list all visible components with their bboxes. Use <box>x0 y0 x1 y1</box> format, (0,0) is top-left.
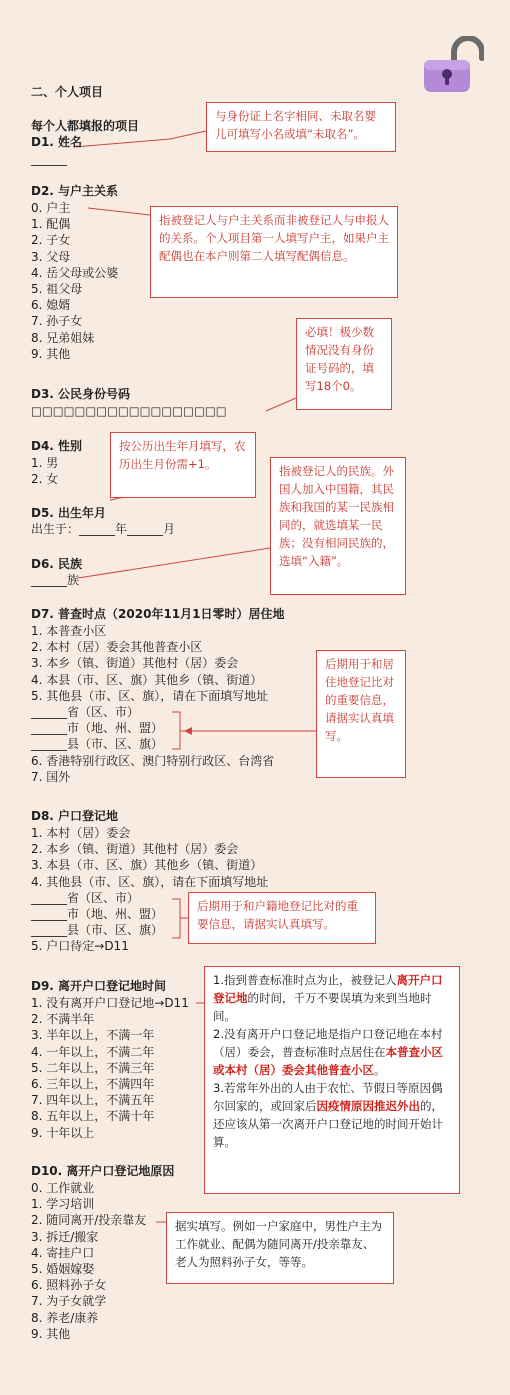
list-item: 6. 香港特别行政区、澳门特别行政区、台湾省 <box>31 753 275 768</box>
list-item: 1. 学习培训 <box>31 1197 95 1212</box>
d7-title: D7. 普查时点（2020年11月1日零时）居住地 <box>31 607 285 621</box>
lock-icon <box>420 36 484 94</box>
list-item: 8. 兄弟姐妹 <box>31 330 95 345</box>
d5-title: D5. 出生年月 <box>31 506 107 520</box>
list-item: 1. 男 <box>31 456 59 470</box>
note-residence: 后期用于和居住地登记比对的重要信息，请据实认真填写。 <box>316 650 406 778</box>
d6-line: ______族 <box>31 573 80 587</box>
list-item: ______县（市、区、旗） <box>31 923 164 938</box>
list-item: 2. 不满半年 <box>31 1012 95 1027</box>
d10-title: D10. 离开户口登记地原因 <box>31 1164 175 1178</box>
d3-title: D3. 公民身份号码 <box>31 387 131 401</box>
d3-id-boxes: □□□□□□□□□□□□□□□□□□ <box>31 404 227 418</box>
section-title: 二、个人项目 <box>31 85 104 99</box>
list-item: 9. 其他 <box>31 346 71 361</box>
list-item: 1. 配偶 <box>31 217 71 232</box>
subtitle: 每个人都填报的项目 <box>31 119 140 133</box>
d4-options <box>31 455 58 487</box>
list-item: 7. 国外 <box>31 769 71 784</box>
d2-title: D2. 与户主关系 <box>31 184 119 198</box>
list-item: 3. 拆迁/搬家 <box>31 1229 99 1244</box>
d5-line: 出生于：______年______月 <box>31 522 176 536</box>
list-item: 7. 孙子女 <box>31 314 83 329</box>
list-item: 7. 四年以上，不满五年 <box>31 1093 155 1108</box>
note-hukou: 后期用于和户籍地登记比对的重要信息，请据实认真填写。 <box>188 892 376 944</box>
note-birth: 按公历出生年月填写，农历出生月份需+1。 <box>110 432 256 498</box>
d7-options <box>31 623 274 785</box>
list-item: 8. 养老/康养 <box>31 1310 99 1325</box>
note-name: 与身份证上名字相同、未取名婴儿可填写小名或填“未取名”。 <box>206 102 396 152</box>
list-item: 2. 子女 <box>31 233 71 248</box>
list-item: 4. 岳父母或公婆 <box>31 265 119 280</box>
list-item: ______省（区、市） <box>31 705 140 720</box>
list-item: 1. 没有离开户口登记地→D11 <box>31 996 189 1010</box>
list-item: 8. 五年以上，不满十年 <box>31 1109 155 1124</box>
d9-title: D9. 离开户口登记地时间 <box>31 979 167 993</box>
d1-title: D1. 姓名 <box>31 135 83 149</box>
list-item: 0. 户主 <box>31 201 71 215</box>
list-item: ______县（市、区、旗） <box>31 737 164 752</box>
list-item: ______市（地、州、盟） <box>31 721 164 736</box>
list-item: 3. 本乡（镇、街道）其他村（居）委会 <box>31 656 239 671</box>
list-item: 5. 其他县（市、区、旗），请在下面填写地址 <box>31 688 269 703</box>
list-item: 4. 本县（市、区、旗）其他乡（镇、街道） <box>31 672 263 687</box>
list-item: 5. 婚姻嫁娶 <box>31 1262 95 1277</box>
d2-options <box>31 200 118 362</box>
list-item: 6. 三年以上，不满四年 <box>31 1077 155 1092</box>
note-leave-reason: 据实填写。例如一户家庭中，男性户主为工作就业、配偶为随同离开/投亲靠友、老人为照料孙子女，等等。 <box>166 1212 394 1284</box>
list-item: 9. 十年以上 <box>31 1125 95 1140</box>
d6-title: D6. 民族 <box>31 557 83 571</box>
list-item: 5. 祖父母 <box>31 282 83 297</box>
list-item: 4. 一年以上，不满二年 <box>31 1044 155 1059</box>
list-item: 6. 媳婿 <box>31 298 71 313</box>
d9-options <box>31 995 189 1141</box>
list-item: 9. 其他 <box>31 1326 71 1341</box>
d8-title: D8. 户口登记地 <box>31 809 119 823</box>
list-item: ______市（地、州、盟） <box>31 907 164 922</box>
list-item: 3. 本县（市、区、旗）其他乡（镇、街道） <box>31 858 263 873</box>
d10-options <box>31 1180 146 1342</box>
list-item: 7. 为子女就学 <box>31 1294 107 1309</box>
list-item: 2. 随同离开/投亲靠友 <box>31 1213 147 1228</box>
list-item: 1. 本普查小区 <box>31 624 107 638</box>
list-item: ______省（区、市） <box>31 890 140 905</box>
d1-blank: ______ <box>31 152 67 166</box>
list-item: 2. 女 <box>31 472 59 487</box>
list-item: 2. 本村（居）委会其他普查小区 <box>31 640 203 655</box>
list-item: 0. 工作就业 <box>31 1181 95 1195</box>
list-item: 6. 照料孙子女 <box>31 1278 107 1293</box>
note-id: 必填！极少数情况没有身份证号码的，填写18个0。 <box>296 318 392 410</box>
note-ethnic: 指被登记人的民族。外国人加入中国籍，其民族和我国的某一民族相同的，就选填某一民族；没有相同民族的，选填“入籍”。 <box>270 457 406 595</box>
list-item: 5. 户口待定→D11 <box>31 939 129 954</box>
list-item: 5. 二年以上，不满三年 <box>31 1060 155 1075</box>
note-leave-time: 1.指到普查标准时点为止，被登记人离开户口登记地的时间，千万不要误填为来到当地时间。 2.没有离开户口登记地是指户口登记地在本村（居）委会，普查标准时点居住在本普查小区或本村（居）委会其他普查小区。 3.若常年外出的人由于农忙、节假日等原因偶尔回家的，或回家后因疫情原因推迟外出的，还应该从第一次离开户口登记地的时间开始计算。 <box>204 966 460 1194</box>
list-item: 1. 本村（居）委会 <box>31 826 131 840</box>
list-item: 4. 其他县（市、区、旗），请在下面填写地址 <box>31 874 269 889</box>
list-item: 4. 寄挂户口 <box>31 1245 95 1260</box>
list-item: 2. 本乡（镇、街道）其他村（居）委会 <box>31 842 239 857</box>
list-item: 3. 半年以上，不满一年 <box>31 1028 155 1043</box>
d4-title: D4. 性别 <box>31 439 83 453</box>
note-relation: 指被登记人与户主关系而非被登记人与申报人的关系。个人项目第一人填写户主，如果户主配偶也在本户则第二人填写配偶信息。 <box>150 206 398 298</box>
list-item: 3. 父母 <box>31 249 71 264</box>
